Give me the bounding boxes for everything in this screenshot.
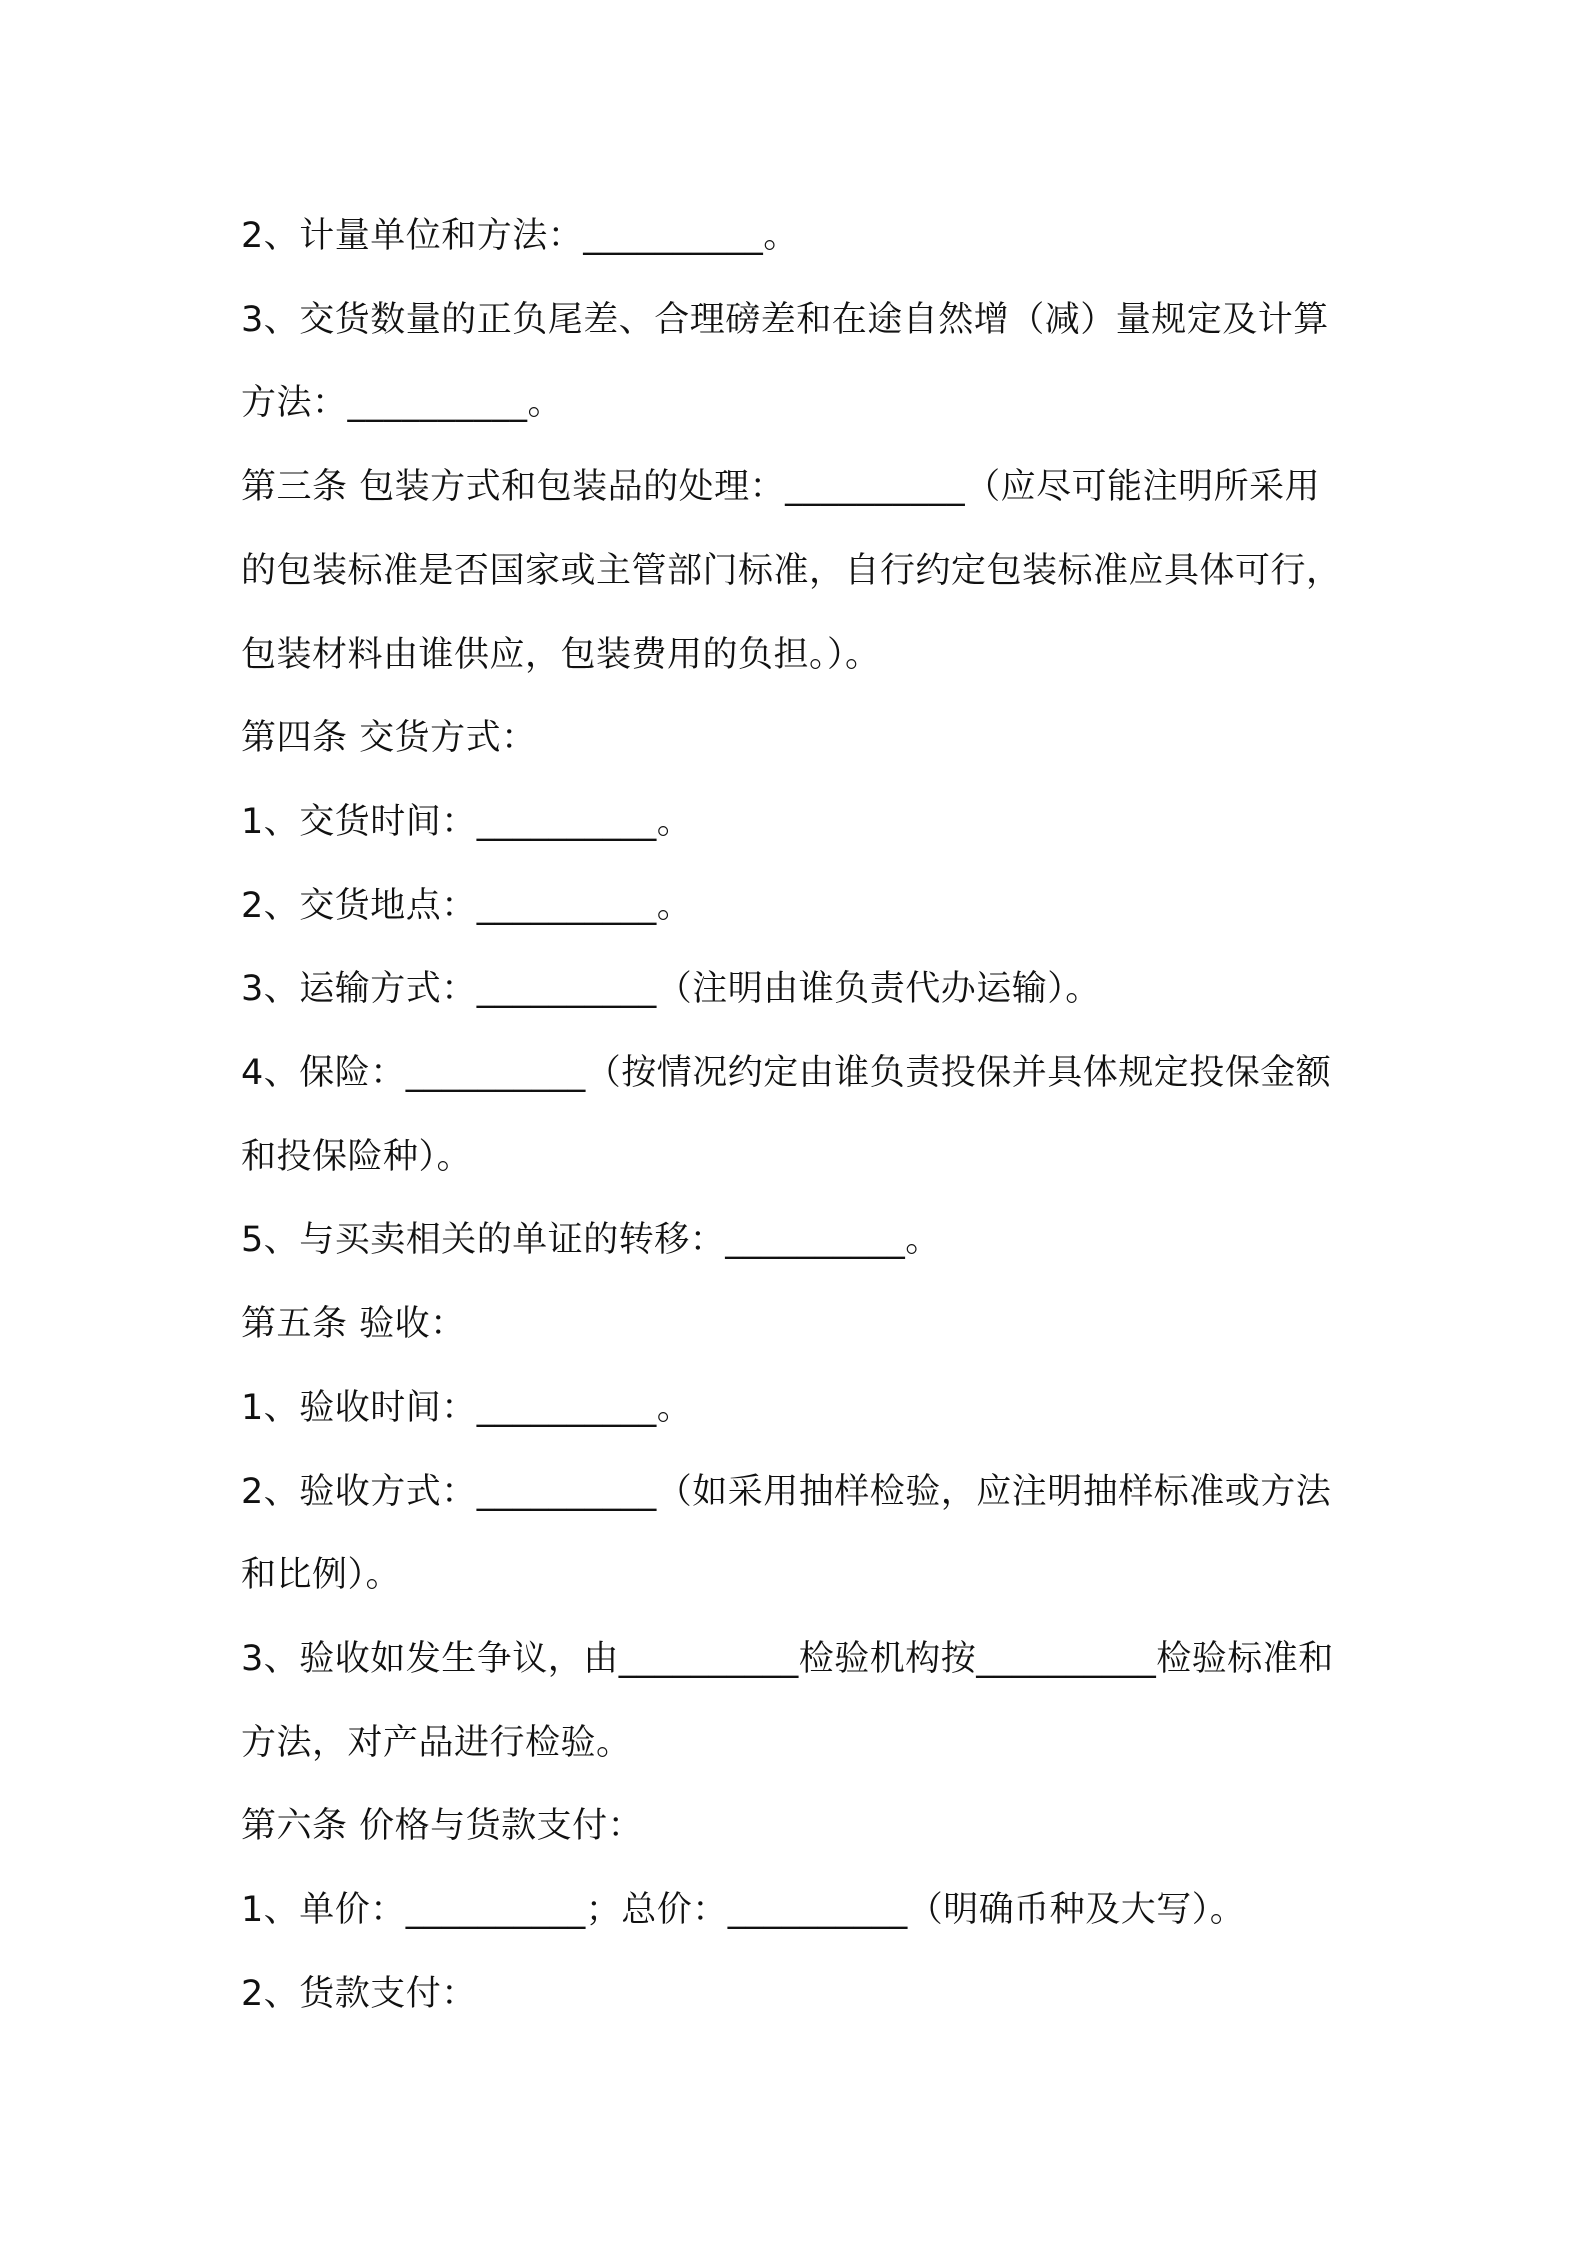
article-5-heading: 第五条 验收： [241, 1304, 466, 1345]
delivery-time: 1、交货时间：__________。 [241, 801, 693, 842]
inspection-time: 1、验收时间：__________。 [241, 1387, 693, 1428]
payment-terms: 2、货款支付： [241, 1973, 477, 2014]
inspection-method: 2、验收方式：__________（如采用抽样检验，应注明抽样标准或方法和比例）。 [241, 1471, 1332, 1596]
document-transfer: 5、与买卖相关的单证的转移：__________。 [241, 1220, 941, 1261]
article-6-heading: 第六条 价格与货款支付： [241, 1806, 644, 1847]
article-3-packaging: 第三条 包装方式和包装品的处理：__________（应尽可能注明所采用的包装标准是否国家或主管部门标准，自行约定包装标准应具体可行，包装材料由谁供应，包装费用的负担。）。 [241, 467, 1342, 675]
article-4-heading: 第四条 交货方式： [241, 718, 537, 759]
document-body [241, 195, 1355, 2036]
inspection-dispute: 3、验收如发生争议，由__________检验机构按__________检验标准和方法，对产品进行检验。 [241, 1638, 1334, 1763]
insurance: 4、保险：__________（按情况约定由谁负责投保并具体规定投保金额和投保险种）。 [241, 1053, 1332, 1177]
delivery-place: 2、交货地点：__________。 [241, 885, 693, 926]
transport-method: 3、运输方式：__________（注明由谁负责代办运输）。 [241, 969, 1101, 1010]
unit-and-total-price: 1、单价：__________；总价：__________（明确币种及大写）。 [241, 1890, 1246, 1931]
clause-3-quantity-tolerance: 3、交货数量的正负尾差、合理磅差和在途自然增（减）量规定及计算方法：__________。 [241, 299, 1329, 424]
clause-2-measurement-unit: 2、计量单位和方法：__________。 [241, 216, 799, 256]
